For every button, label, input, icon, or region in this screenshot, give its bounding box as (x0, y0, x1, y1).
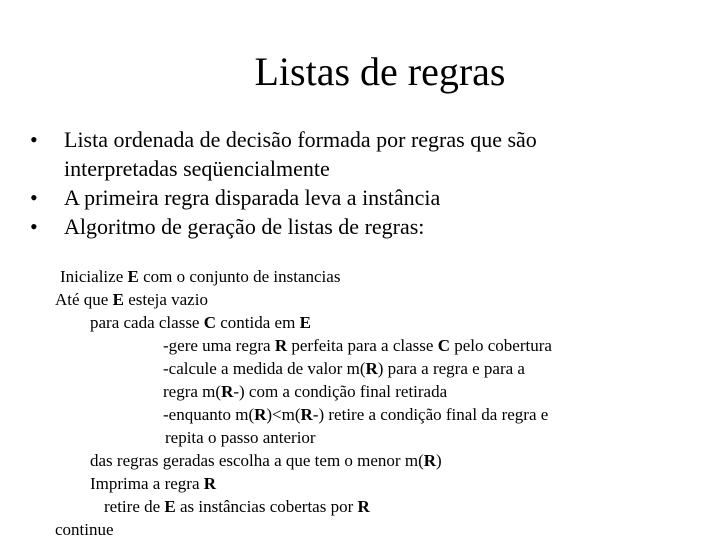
algorithm-text: pelo cobertura (449, 336, 552, 355)
algorithm-line (163, 380, 447, 403)
algorithm-variable: C (437, 336, 450, 355)
bullet-list (30, 125, 700, 241)
bullet-item (30, 212, 700, 241)
algorithm-text: com o conjunto de instancias (138, 267, 341, 286)
algorithm-line (104, 495, 370, 518)
algorithm-text: regra m( (163, 382, 222, 401)
bullet-marker: • (30, 214, 38, 239)
algorithm-text: esteja vazio (123, 290, 208, 309)
algorithm-line (90, 449, 442, 472)
algorithm-variable: R (365, 359, 378, 378)
algorithm-text: continue (55, 520, 114, 539)
algorithm-line (60, 265, 340, 288)
algorithm-text: -gere uma regra (163, 336, 275, 355)
algorithm-text: -) com a condição final retirada (233, 382, 448, 401)
algorithm-text: perfeita para a classe (287, 336, 438, 355)
algorithm-text: retire de (104, 497, 165, 516)
bullet-text-line: interpretadas seqüencialmente (64, 156, 330, 181)
bullet-text-line: Algoritmo de geração de listas de regras: (64, 214, 425, 239)
algorithm-variable: E (112, 290, 124, 309)
algorithm-text: Inicialize (60, 267, 128, 286)
algorithm-variable: C (203, 313, 217, 332)
algorithm-variable: E (127, 267, 139, 286)
algorithm-line (163, 334, 552, 357)
algorithm-text: para cada classe (90, 313, 204, 332)
algorithm-variable: R (221, 382, 234, 401)
algorithm-text: repita o passo anterior (165, 428, 316, 447)
bullet-item (30, 125, 700, 183)
bullet-text-line: A primeira regra disparada leva a instância (64, 185, 441, 210)
algorithm-line (55, 518, 114, 541)
algorithm-text: ) para a regra e para a (377, 359, 525, 378)
algorithm-text: -enquanto m( (163, 405, 255, 424)
algorithm-variable: R (357, 497, 370, 516)
algorithm-variable: R (300, 405, 313, 424)
algorithm-text: as instâncias cobertas por (175, 497, 358, 516)
algorithm-variable: R (423, 451, 437, 470)
algorithm-text: das regras geradas escolha a que tem o menor m( (90, 451, 424, 470)
algorithm-line (55, 288, 208, 311)
algorithm-variable: R (203, 474, 217, 493)
algorithm-text: Até que (55, 290, 113, 309)
algorithm-text: )<m( (266, 405, 301, 424)
slide-title: Listas de regras (254, 49, 506, 94)
algorithm-text: Imprima a regra (90, 474, 204, 493)
bullet-marker: • (30, 127, 38, 152)
algorithm-line (163, 403, 548, 426)
algorithm-text: -) retire a condição final da regra e (312, 405, 549, 424)
algorithm-variable: E (164, 497, 176, 516)
algorithm-line (90, 311, 311, 334)
algorithm-text: ) (436, 451, 442, 470)
bullet-text-line: Lista ordenada de decisão formada por regras que são (64, 127, 537, 152)
algorithm-text: -calcule a medida de valor m( (163, 359, 366, 378)
bullet-item (30, 183, 700, 212)
algorithm-variable: E (299, 313, 311, 332)
algorithm-text: contida em (216, 313, 300, 332)
algorithm-line (165, 426, 316, 449)
algorithm-variable: R (254, 405, 267, 424)
bullet-marker: • (30, 185, 38, 210)
algorithm-variable: R (274, 336, 288, 355)
algorithm-line (163, 357, 525, 380)
algorithm-line (90, 472, 216, 495)
